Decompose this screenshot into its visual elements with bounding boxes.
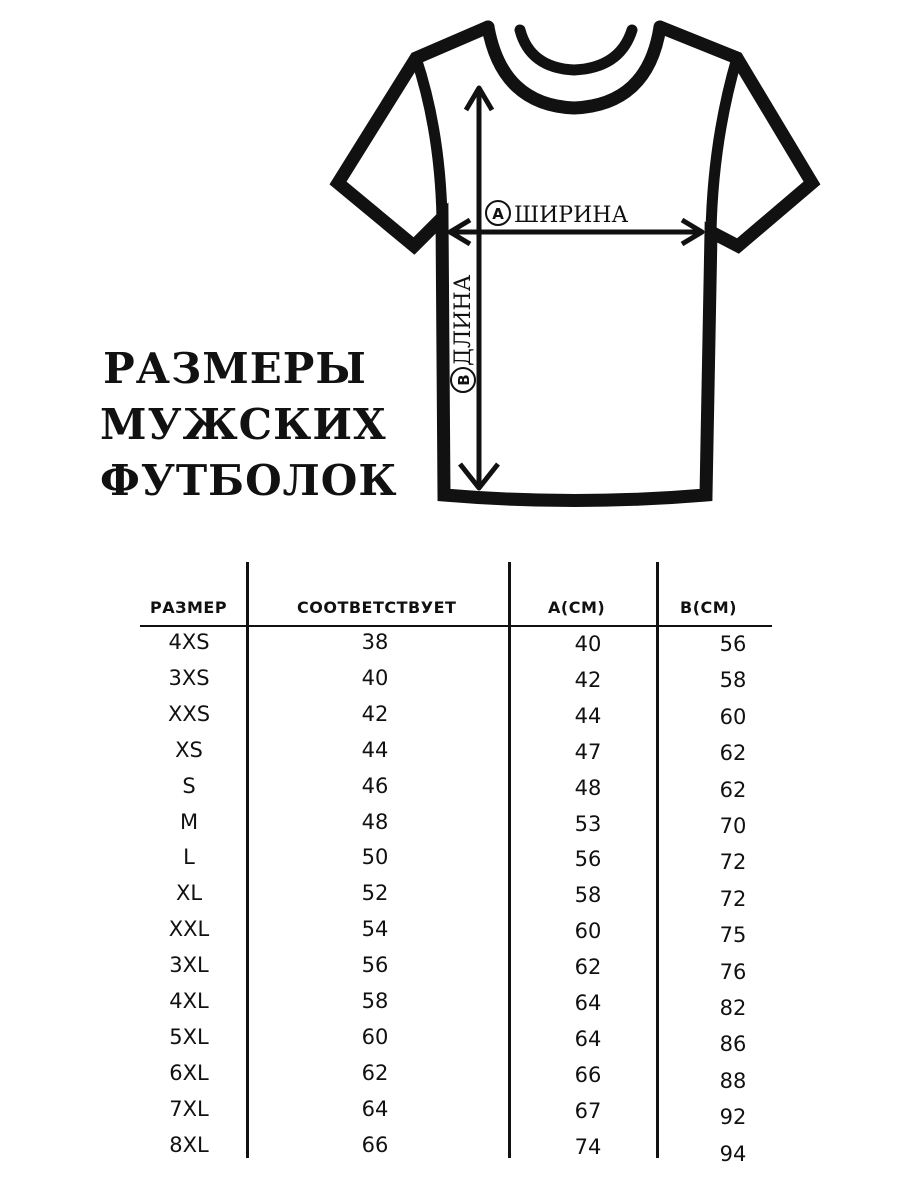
table-divider-2 [508,562,511,1158]
length-cell: 86 [719,1032,747,1057]
header-width-cm: А(СМ) [548,598,606,617]
length-cell: 62 [719,741,747,766]
length-cell: 88 [719,1068,747,1093]
header-equivalent: СООТВЕТСТВУЕТ [297,598,457,617]
tshirt-sleeve-seam-right [711,58,737,232]
length-badge: B [455,374,473,386]
equivalent-cell: 42 [361,701,389,726]
length-cell: 60 [719,704,747,729]
width-cell: 67 [574,1098,602,1123]
table-divider-1 [246,562,249,1158]
title-line-1: РАЗМЕРЫ [103,344,367,393]
size-cell: 4XL [169,989,209,1013]
length-cell: 92 [719,1105,747,1130]
width-badge: A [492,205,504,223]
equivalent-cell: 40 [361,665,389,690]
equivalent-cell: 52 [361,881,389,906]
size-cell: XXL [168,917,210,942]
width-cell: 40 [574,632,602,656]
length-cell: 70 [719,814,747,838]
table-header-rule [140,625,772,627]
equivalent-cell: 50 [361,845,389,870]
table-divider-3 [656,562,659,1158]
equivalent-cell: 38 [361,630,389,654]
length-cell: 76 [719,959,747,984]
equivalent-cell: 44 [361,737,389,762]
equivalent-cell: 64 [361,1096,389,1121]
size-cell: S [182,773,196,798]
length-label: ДЛИНА [451,274,476,366]
title-line-2: МУЖСКИХ [100,400,387,449]
size-cell: 4XS [168,630,210,654]
width-cell: 58 [574,883,602,908]
width-cell: 42 [574,667,602,692]
width-cell: 64 [574,1026,602,1051]
equivalent-cell: 66 [361,1132,389,1157]
width-cell: 64 [574,991,602,1015]
size-cell: 5XL [169,1024,209,1049]
length-cell: 94 [719,1141,747,1166]
width-cell: 66 [574,1062,602,1087]
length-cell: 72 [719,886,747,911]
width-cell: 62 [574,955,602,980]
title-line-3: ФУТБОЛОК [100,456,398,505]
equivalent-cell: 60 [361,1024,389,1049]
size-cell: L [183,845,195,870]
tshirt-sleeve-seam-left [416,58,442,218]
size-cell: M [179,809,199,834]
equivalent-cell: 56 [361,953,389,978]
header-length-cm: В(СМ) [680,598,737,617]
width-cell: 60 [574,919,602,944]
length-cell: 75 [719,923,747,948]
length-cell: 62 [719,777,747,802]
size-cell: 3XS [168,665,210,690]
header-size: РАЗМЕР [150,598,228,617]
length-cell: 72 [719,850,747,875]
size-cell: 3XL [169,953,209,978]
size-cell: XL [175,881,203,906]
tshirt-collar-inner [520,30,632,70]
equivalent-cell: 54 [361,917,389,942]
equivalent-cell: 46 [361,773,389,798]
length-cell: 58 [719,668,747,693]
width-cell: 47 [574,739,602,764]
length-cell: 82 [719,996,747,1020]
length-cell: 56 [719,632,747,656]
equivalent-cell: 58 [361,989,389,1013]
equivalent-cell: 48 [361,809,389,834]
size-cell: XS [175,737,203,762]
width-cell: 44 [574,703,602,728]
size-cell: 8XL [169,1132,209,1157]
tshirt-outline [338,27,812,501]
width-label: ШИРИНА [514,203,629,228]
size-cell: 6XL [169,1060,209,1085]
size-cell: XXS [167,701,211,726]
width-cell: 74 [574,1134,602,1159]
equivalent-cell: 62 [361,1060,389,1085]
width-cell: 48 [574,775,602,800]
size-cell: 7XL [169,1096,209,1121]
width-cell: 56 [574,847,602,872]
width-cell: 53 [574,811,602,836]
